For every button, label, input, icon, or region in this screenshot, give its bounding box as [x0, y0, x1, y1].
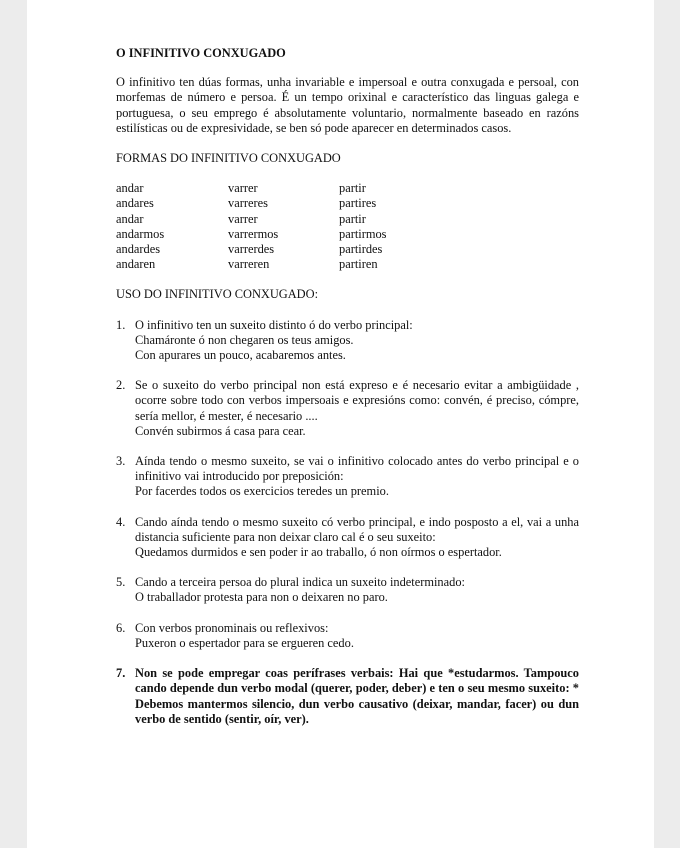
use-number: 5. [116, 575, 126, 590]
use-number: 1. [116, 317, 126, 332]
use-item [116, 621, 579, 651]
use-example: Chamáronte ó non chegaren os teus amigos. [135, 332, 354, 347]
conjugation-cell: varrer [228, 181, 258, 196]
use-example: Puxeron o espertador para se ergueren cedo. [135, 635, 354, 650]
uses-list [116, 318, 579, 727]
use-description: Cando a terceira persoa do plural indica un suxeito indeterminado: [135, 575, 465, 590]
use-example: Quedamos durmidos e sen poder ir ao traballo, ó non oírmos o espertador. [135, 545, 502, 560]
conjugation-row [116, 257, 387, 272]
conjugation-cell: andaren [116, 257, 156, 272]
conjugation-row [116, 212, 387, 227]
use-description: Non se pode empregar coas perífrases verbais: Hai que *estudarmos. Tampouco cando depende dun verbo modal (querer, poder, deber) e ten o seu mesmo suxeito: * Debemos mantermos silencio, dun verbo causativo (deixar, mandar, facer) ou dun verbo de sentido (sentir, oír, ver). [135, 666, 579, 726]
conjugation-cell: andar [116, 211, 144, 226]
conjugation-cell: varrer [228, 211, 258, 226]
use-item [116, 515, 579, 561]
document-content [116, 46, 579, 727]
conjugation-row [116, 181, 387, 196]
conjugation-cell: partires [339, 196, 377, 211]
document-title: O INFINITIVO CONXUGADO [116, 46, 286, 60]
conjugation-cell: varrermos [228, 226, 279, 241]
conjugation-table [116, 181, 387, 272]
conjugation-row [116, 227, 387, 242]
conjugation-cell: partiren [339, 257, 378, 272]
use-description: Aínda tendo o mesmo suxeito, se vai o infinitivo colocado antes do verbo principal e o infinitivo vai introducido por preposición: [135, 454, 579, 484]
use-example: Por facerdes todos os exercicios teredes un premio. [135, 484, 389, 499]
conjugation-cell: varreren [228, 257, 270, 272]
conjugation-cell: andardes [116, 242, 161, 257]
use-number: 4. [116, 514, 126, 529]
conjugation-row [116, 196, 387, 211]
conjugation-cell: andar [116, 181, 144, 196]
use-number: 7. [116, 666, 126, 681]
use-item [116, 666, 579, 727]
use-item [116, 378, 579, 439]
use-example: Con apurares un pouco, acabaremos antes. [135, 348, 346, 363]
uses-heading: USO DO INFINITIVO CONXUGADO: [116, 287, 319, 302]
use-example: Convén subirmos á casa para cear. [135, 423, 306, 438]
conjugation-row [116, 242, 387, 257]
use-number: 6. [116, 620, 126, 635]
use-description: Se o suxeito do verbo principal non está expreso e é necesario evitar a ambigüidade , ocorre sobre todo con verbos impersoais e expresións como: convén, é preciso, cómpre, sería mellor, é mester, é necesario .... [135, 378, 579, 423]
use-item [116, 454, 579, 500]
conjugation-cell: andares [116, 196, 154, 211]
intro-paragraph: O infinitivo ten dúas formas, unha invariable e impersoal e outra conxugada e persoal, con morfemas de número e persoa. É un tempo orixinal e característico das linguas galega e portuguesa, o seu emprego é absolutamente voluntario, normalmente baseado en razóns estilísticas ou de expresividade, se ben só pode aparecer en determinados casos. [116, 75, 579, 135]
conjugation-cell: partirdes [339, 242, 383, 257]
forms-heading: FORMAS DO INFINITIVO CONXUGADO [116, 151, 341, 166]
use-example: O traballador protesta para non o deixaren no paro. [135, 590, 388, 605]
use-number: 2. [116, 378, 126, 393]
document-page [27, 0, 654, 848]
use-description: O infinitivo ten un suxeito distinto ó do verbo principal: [135, 317, 413, 332]
conjugation-cell: varreres [228, 196, 268, 211]
conjugation-cell: andarmos [116, 226, 165, 241]
conjugation-cell: varrerdes [228, 242, 275, 257]
use-description: Con verbos pronominais ou reflexivos: [135, 620, 329, 635]
conjugation-cell: partir [339, 211, 366, 226]
conjugation-cell: partirmos [339, 226, 387, 241]
use-number: 3. [116, 454, 126, 469]
use-item [116, 575, 579, 605]
use-item [116, 318, 579, 364]
use-description: Cando aínda tendo o mesmo suxeito có verbo principal, e indo posposto a el, vai a unha distancia suficiente para non deixar claro cal é o seu suxeito: [135, 514, 579, 544]
conjugation-cell: partir [339, 181, 366, 196]
